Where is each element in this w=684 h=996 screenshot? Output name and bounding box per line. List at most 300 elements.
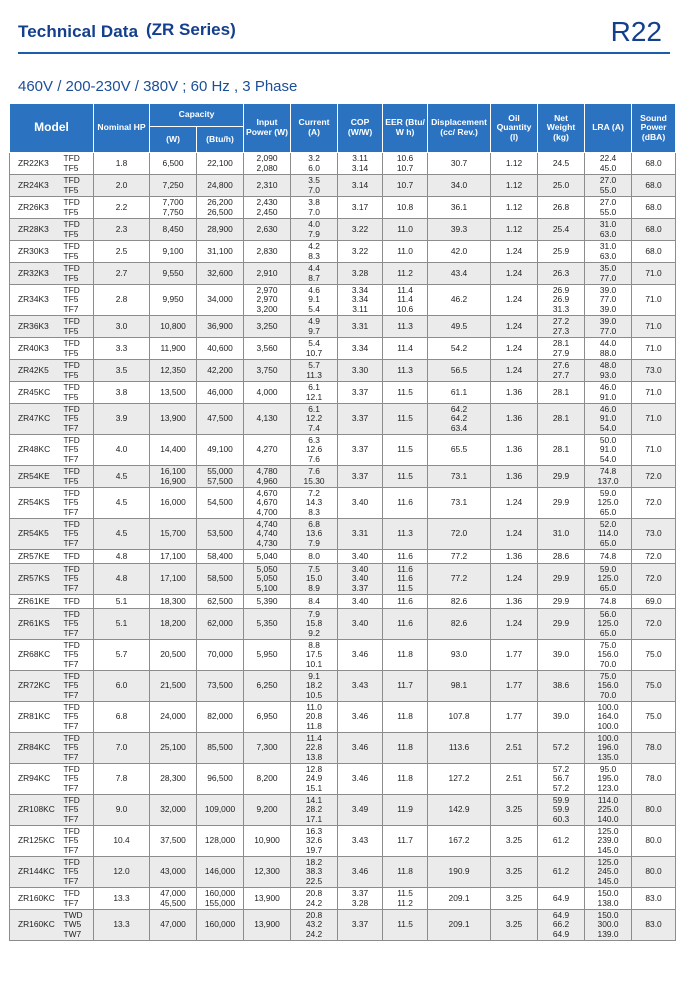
cell-line: TF5: [63, 773, 79, 784]
cell-line: 8,200: [256, 773, 278, 784]
cell-line: 3.40: [351, 595, 369, 606]
cell-line: TF5: [63, 347, 79, 358]
cell-line: 100.0: [597, 732, 619, 743]
cell-line: 2,450: [256, 206, 278, 217]
cell-line: TF7: [63, 658, 79, 669]
cell-input-power: [244, 360, 291, 382]
cell-displacement: [428, 338, 491, 360]
cell-lra: [585, 263, 632, 285]
col-header-capacity-btu: (Btu/h): [197, 127, 244, 153]
cell-model-suffix: [63, 764, 94, 795]
cell-line: 26,200: [207, 197, 233, 208]
cell-model: ZR48KC: [10, 435, 63, 466]
cell-line: 77.0: [599, 272, 617, 283]
cell-oil: 1.24: [491, 241, 538, 263]
cell-line: TFD: [63, 732, 80, 743]
cell-model-suffix: [63, 263, 94, 285]
cell-line: 57.2: [552, 742, 570, 753]
cell-current: [291, 241, 338, 263]
cell-line: TFD: [63, 608, 80, 619]
cell-line: 55.0: [599, 206, 617, 217]
cell-cop: [338, 285, 383, 316]
cell-model: ZR94KC: [10, 764, 63, 795]
cell-oil: 1.24: [491, 488, 538, 519]
cell-model-suffix: [63, 640, 94, 671]
cell-oil: 1.24: [491, 316, 538, 338]
cell-model-suffix: [63, 285, 94, 316]
cell-line: 77.2: [450, 573, 468, 584]
col-header-current: Current (A): [291, 104, 338, 153]
cell-oil: 1.24: [491, 360, 538, 382]
cell-weight: [538, 795, 585, 826]
cell-displacement: [428, 857, 491, 888]
cell-weight: [538, 550, 585, 564]
cell-model-suffix: [63, 197, 94, 219]
cell-model-suffix: [63, 219, 94, 241]
cell-line: 209.1: [448, 892, 470, 903]
cell-line: 2,970: [256, 284, 278, 295]
cell-line: 65.5: [450, 444, 468, 455]
cell-hp: 7.0: [94, 733, 150, 764]
cell-line: TF5: [63, 444, 79, 455]
cell-line: 3.28: [351, 267, 369, 278]
cell-input-power: [244, 382, 291, 404]
cell-line: 28.1: [552, 444, 570, 455]
cell-line: TF7: [63, 782, 79, 793]
cell-weight: [538, 671, 585, 702]
col-header-oil: Oil Quantity (l): [491, 104, 538, 153]
table-row: [10, 466, 676, 488]
cell-input-power: [244, 857, 291, 888]
cell-line: 27.7: [552, 369, 570, 380]
cell-line: 145.0: [597, 844, 619, 855]
cell-input-power: [244, 550, 291, 564]
cell-line: 8.0: [308, 550, 320, 561]
cell-line: 11.3: [397, 320, 413, 331]
cell-line: 11.3: [397, 364, 413, 375]
cell-line: 11.5: [397, 413, 413, 424]
cell-sound: 71.0: [632, 263, 676, 285]
cell-line: 11.5: [397, 582, 413, 593]
cell-line: 11.2: [397, 267, 413, 278]
cell-current: [291, 197, 338, 219]
cell-line: 28.6: [552, 550, 570, 561]
cell-line: 4,270: [256, 444, 278, 455]
cell-line: 39.0: [599, 316, 617, 327]
cell-line: TF7: [63, 303, 79, 314]
cell-capacity-w: 11,900: [150, 338, 197, 360]
cell-line: TF5: [63, 228, 79, 239]
cell-line: TFD: [63, 382, 80, 393]
cell-line: 3.31: [351, 528, 369, 539]
cell-line: TF7: [63, 720, 79, 731]
cell-line: 27.3: [552, 325, 570, 336]
cell-current: [291, 564, 338, 595]
cell-line: 4,670: [256, 487, 278, 498]
table-row: [10, 153, 676, 175]
cell-line: 25.0: [552, 179, 570, 190]
cell-line: TW5: [63, 919, 82, 930]
cell-displacement: [428, 382, 491, 404]
cell-weight: [538, 466, 585, 488]
cell-line: 196.0: [597, 742, 619, 753]
cell-line: 5,050: [256, 563, 278, 574]
cell-line: 49.5: [450, 320, 468, 331]
cell-lra: [585, 826, 632, 857]
cell-input-power: [244, 404, 291, 435]
cell-line: 24.5: [552, 157, 570, 168]
table-row: [10, 360, 676, 382]
cell-weight: [538, 764, 585, 795]
cell-input-power: [244, 888, 291, 910]
cell-line: 24.2: [305, 928, 323, 939]
cell-line: 7.9: [308, 537, 320, 548]
cell-line: 3.46: [351, 742, 369, 753]
cell-capacity-btu: 46,000: [197, 382, 244, 404]
cell-line: 14.3: [305, 497, 323, 508]
cell-line: 11.5: [397, 444, 413, 455]
cell-displacement: [428, 795, 491, 826]
cell-current: [291, 910, 338, 941]
cell-model: ZR54K5: [10, 519, 63, 550]
cell-line: TWD: [63, 909, 83, 920]
cell-line: 11.6: [397, 550, 413, 561]
cell-cop: [338, 338, 383, 360]
cell-line: 4,670: [256, 497, 278, 508]
cell-input-power: [244, 702, 291, 733]
cell-line: 59.0: [599, 487, 617, 498]
cell-sound: 75.0: [632, 671, 676, 702]
cell-model: ZR81KC: [10, 702, 63, 733]
cell-line: 56.0: [599, 608, 617, 619]
cell-eer: [383, 640, 428, 671]
cell-line: 98.1: [450, 680, 468, 691]
cell-lra: [585, 219, 632, 241]
table-row: [10, 404, 676, 435]
cell-current: [291, 404, 338, 435]
cell-input-power: [244, 338, 291, 360]
cell-line: TFD: [63, 197, 80, 208]
col-header-sound: Sound Power (dBA): [632, 104, 676, 153]
cell-line: 38.3: [305, 866, 323, 877]
cell-displacement: [428, 435, 491, 466]
cell-line: TFD: [63, 825, 80, 836]
cell-line: 7.0: [308, 206, 320, 217]
table-row: [10, 609, 676, 640]
cell-model-suffix: [63, 609, 94, 640]
cell-line: 24.9: [305, 773, 323, 784]
cell-lra: [585, 671, 632, 702]
cell-eer: [383, 857, 428, 888]
cell-line: 2,090: [256, 153, 278, 164]
cell-weight: [538, 733, 585, 764]
cell-model-suffix: [63, 175, 94, 197]
cell-sound: 78.0: [632, 764, 676, 795]
cell-input-power: [244, 466, 291, 488]
table-row: [10, 733, 676, 764]
cell-line: TF5: [63, 528, 79, 539]
cell-capacity-w: 9,950: [150, 285, 197, 316]
cell-model: ZR125KC: [10, 826, 63, 857]
cell-capacity-w: 32,000: [150, 795, 197, 826]
cell-displacement: [428, 764, 491, 795]
cell-line: 45.0: [599, 162, 617, 173]
cell-line: 4.4: [308, 263, 320, 274]
cell-line: TF7: [63, 897, 79, 908]
cell-line: 225.0: [597, 804, 619, 815]
cell-line: 2,910: [256, 267, 278, 278]
cell-cop: [338, 564, 383, 595]
table-row: [10, 316, 676, 338]
cell-line: 26.8: [552, 201, 570, 212]
cell-displacement: [428, 910, 491, 941]
cell-line: 55,000: [207, 466, 233, 477]
cell-line: TF5: [63, 162, 79, 173]
cell-line: 7.0: [308, 184, 320, 195]
cell-sound: 72.0: [632, 488, 676, 519]
cell-sound: 72.0: [632, 609, 676, 640]
cell-line: 3.14: [351, 179, 369, 190]
table-row: [10, 197, 676, 219]
cell-eer: [383, 285, 428, 316]
cell-line: TF5: [63, 573, 79, 584]
cell-line: TFD: [63, 550, 80, 561]
cell-oil: 3.25: [491, 826, 538, 857]
cell-line: 50.0: [599, 434, 617, 445]
cell-capacity-w: 17,100: [150, 550, 197, 564]
cell-line: TF7: [63, 751, 79, 762]
cell-line: 139.0: [597, 928, 619, 939]
cell-line: 100.0: [597, 720, 619, 731]
cell-line: 9.1: [308, 294, 320, 305]
cell-oil: 1.24: [491, 285, 538, 316]
cell-current: [291, 640, 338, 671]
cell-input-power: [244, 519, 291, 550]
cell-cop: [338, 671, 383, 702]
table-row: [10, 263, 676, 285]
cell-model-suffix: [63, 488, 94, 519]
cell-line: 88.0: [599, 347, 617, 358]
cell-line: 150.0: [597, 909, 619, 920]
cell-hp: 4.5: [94, 519, 150, 550]
cell-line: TF7: [63, 689, 79, 700]
cell-cop: [338, 435, 383, 466]
cell-line: 15.30: [303, 475, 325, 486]
cell-line: 13,900: [254, 892, 280, 903]
cell-model: ZR28K3: [10, 219, 63, 241]
cell-capacity-w: 21,500: [150, 671, 197, 702]
cell-line: 64.9: [552, 909, 570, 920]
table-row: [10, 219, 676, 241]
cell-weight: [538, 241, 585, 263]
cell-line: 31.3: [552, 303, 570, 314]
cell-line: TF7: [63, 422, 79, 433]
cell-eer: [383, 795, 428, 826]
cell-line: 5,390: [256, 595, 278, 606]
cell-line: 56.5: [450, 364, 468, 375]
cell-line: 6.0: [308, 162, 320, 173]
cell-line: 5.4: [308, 303, 320, 314]
cell-capacity-btu: 146,000: [197, 857, 244, 888]
cell-capacity-btu: 47,500: [197, 404, 244, 435]
cell-model-suffix: [63, 466, 94, 488]
cell-line: 27.0: [599, 197, 617, 208]
cell-line: TF5: [63, 413, 79, 424]
cell-line: 91.0: [599, 444, 617, 455]
cell-line: 11.8: [397, 742, 413, 753]
cell-hp: 4.5: [94, 488, 150, 519]
cell-model: ZR32K3: [10, 263, 63, 285]
cell-line: 300.0: [597, 919, 619, 930]
cell-cop: [338, 263, 383, 285]
cell-weight: [538, 519, 585, 550]
cell-cop: [338, 488, 383, 519]
cell-line: 3.30: [351, 364, 369, 375]
cell-hp: 9.0: [94, 795, 150, 826]
cell-line: 7.2: [308, 487, 320, 498]
cell-line: 39.0: [599, 284, 617, 295]
cell-cop: [338, 733, 383, 764]
cell-input-power: [244, 285, 291, 316]
cell-sound: 80.0: [632, 795, 676, 826]
cell-model-suffix: [63, 435, 94, 466]
cell-line: 11.7: [397, 680, 413, 691]
cell-line: 59.9: [552, 794, 570, 805]
cell-displacement: [428, 241, 491, 263]
cell-line: 7,300: [256, 742, 278, 753]
col-header-model: Model: [10, 104, 94, 153]
cell-hp: 2.3: [94, 219, 150, 241]
cell-line: 4,130: [256, 413, 278, 424]
cell-line: 3.37: [351, 919, 369, 930]
cell-weight: [538, 826, 585, 857]
cell-line: 2,080: [256, 162, 278, 173]
cell-sound: 72.0: [632, 550, 676, 564]
col-header-input-power: Input Power (W): [244, 104, 291, 153]
cell-model: ZR57KE: [10, 550, 63, 564]
cell-model-suffix: [63, 519, 94, 550]
cell-current: [291, 435, 338, 466]
cell-line: 29.9: [552, 595, 570, 606]
cell-input-power: [244, 826, 291, 857]
cell-line: 3.37: [351, 444, 369, 455]
cell-lra: [585, 197, 632, 219]
cell-line: 61.2: [552, 866, 570, 877]
cell-hp: 4.8: [94, 550, 150, 564]
cell-line: 3.40: [351, 573, 369, 584]
cell-line: 13,900: [254, 919, 280, 930]
cell-capacity-btu: 128,000: [197, 826, 244, 857]
cell-eer: [383, 564, 428, 595]
cell-model-suffix: [63, 360, 94, 382]
cell-input-power: [244, 640, 291, 671]
cell-line: 48.0: [599, 360, 617, 371]
cell-line: TFD: [63, 153, 80, 164]
cell-line: TF5: [63, 294, 79, 305]
cell-line: 156.0: [597, 649, 619, 660]
cell-sound: 83.0: [632, 910, 676, 941]
cell-line: 3.46: [351, 649, 369, 660]
cell-line: 3.34: [351, 284, 369, 295]
cell-line: 22.8: [305, 742, 323, 753]
cell-line: 18.2: [305, 856, 323, 867]
cell-eer: [383, 338, 428, 360]
cell-line: 100.0: [597, 701, 619, 712]
cell-line: 11.9: [397, 804, 413, 815]
cell-line: 3.5: [308, 175, 320, 186]
cell-weight: [538, 857, 585, 888]
cell-displacement: [428, 702, 491, 733]
cell-displacement: [428, 826, 491, 857]
cell-line: 11.5: [397, 470, 413, 481]
cell-eer: [383, 153, 428, 175]
cell-line: 60.3: [552, 813, 570, 824]
cell-current: [291, 519, 338, 550]
cell-model: ZR24K3: [10, 175, 63, 197]
cell-line: 135.0: [597, 751, 619, 762]
cell-cop: [338, 197, 383, 219]
cell-line: 27.2: [552, 316, 570, 327]
cell-line: TF5: [63, 711, 79, 722]
cell-weight: [538, 888, 585, 910]
table-row: [10, 285, 676, 316]
cell-cop: [338, 910, 383, 941]
cell-current: [291, 488, 338, 519]
cell-cop: [338, 519, 383, 550]
cell-lra: [585, 285, 632, 316]
cell-line: 63.0: [599, 228, 617, 239]
cell-input-power: [244, 733, 291, 764]
cell-capacity-btu: [197, 888, 244, 910]
cell-line: 107.8: [448, 711, 470, 722]
cell-capacity-btu: 73,500: [197, 671, 244, 702]
cell-line: 16.3: [305, 825, 323, 836]
cell-oil: 3.25: [491, 910, 538, 941]
cell-line: 11.6: [397, 573, 413, 584]
cell-capacity-btu: 32,600: [197, 263, 244, 285]
cell-line: 91.0: [599, 391, 617, 402]
cell-line: TFD: [63, 888, 80, 899]
cell-line: 9.7: [308, 325, 320, 336]
title-row: [18, 14, 670, 58]
cell-line: 28.1: [552, 386, 570, 397]
cell-line: 6.1: [308, 403, 320, 414]
cell-model: ZR22K3: [10, 153, 63, 175]
cell-line: 2,430: [256, 197, 278, 208]
cell-weight: [538, 404, 585, 435]
cell-eer: [383, 263, 428, 285]
cell-line: 61.2: [552, 835, 570, 846]
table-row: [10, 382, 676, 404]
cell-line: 8.8: [308, 639, 320, 650]
cell-current: [291, 888, 338, 910]
cell-line: TF7: [63, 506, 79, 517]
cell-lra: [585, 764, 632, 795]
cell-line: 7,750: [162, 206, 184, 217]
cell-line: 11.6: [397, 563, 413, 574]
cell-line: 11.4: [397, 294, 413, 305]
cell-line: 61.1: [450, 386, 468, 397]
cell-model: ZR40K3: [10, 338, 63, 360]
cell-line: 73.1: [450, 470, 468, 481]
table-row: [10, 702, 676, 733]
cell-sound: 80.0: [632, 826, 676, 857]
cell-line: TF5: [63, 369, 79, 380]
cell-model-suffix: [63, 826, 94, 857]
cell-lra: [585, 857, 632, 888]
cell-capacity-btu: 40,600: [197, 338, 244, 360]
cell-line: TFD: [63, 701, 80, 712]
